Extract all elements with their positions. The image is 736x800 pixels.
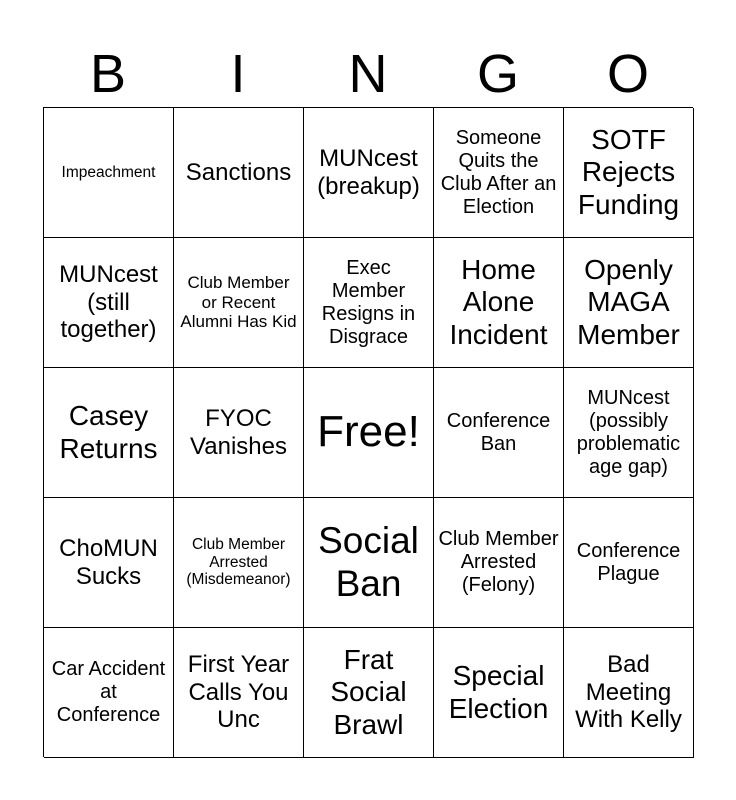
bingo-cell[interactable] [44,628,174,758]
bingo-cell-label: Home Alone Incident [449,254,548,350]
bingo-cell[interactable] [434,108,564,238]
bingo-cell-label: Conference Ban [446,409,551,455]
bingo-header [43,40,693,108]
bingo-cell-label: MUNcest (breakup) [317,144,420,200]
bingo-cell-label: Sanctions [185,158,292,186]
bingo-cell-label: MUNcest (possibly problematic age gap) [576,386,681,478]
bingo-cell[interactable] [564,108,694,238]
bingo-cell-label: Frat Social Brawl [330,644,407,740]
bingo-cell[interactable] [174,498,304,628]
bingo-cell-label: Bad Meeting With Kelly [575,651,682,734]
bingo-cell[interactable] [434,238,564,368]
header-letter-i: I [230,44,246,104]
bingo-cell-label: First Year Calls You Unc [187,651,290,734]
bingo-cell-label: MUNcest (still together) [59,261,158,344]
bingo-board [43,107,693,757]
bingo-cell-label: Casey Returns [59,400,158,464]
bingo-cell[interactable] [174,628,304,758]
bingo-cell[interactable] [434,628,564,758]
bingo-cell[interactable] [174,108,304,238]
bingo-free-cell[interactable] [304,368,434,498]
bingo-cell[interactable] [434,498,564,628]
bingo-cell[interactable] [44,108,174,238]
bingo-cell[interactable] [434,368,564,498]
bingo-cell[interactable] [304,628,434,758]
bingo-cell[interactable] [564,368,694,498]
bingo-cell[interactable] [304,498,434,628]
bingo-cell-label: Conference Plague [576,539,681,585]
bingo-cell-label: FYOC Vanishes [190,404,287,460]
bingo-cell[interactable] [304,108,434,238]
bingo-cell[interactable] [174,368,304,498]
bingo-cell[interactable] [304,238,434,368]
bingo-cell-label: Social Ban [318,519,419,604]
bingo-cell-label: SOTF Rejects Funding [577,124,680,220]
bingo-cell-label: Club Member Arrested (Misdemeanor) [186,535,291,589]
header-letter-n: N [348,44,388,104]
bingo-cell-label: Someone Quits the Club After an Election [440,126,557,218]
bingo-cell-label: ChoMUN Sucks [59,534,158,590]
bingo-cell[interactable] [44,498,174,628]
bingo-cell-label: Exec Member Resigns in Disgrace [321,256,416,348]
bingo-cell-label: Car Accident at Conference [51,658,166,726]
bingo-cell-label: Club Member Arrested (Felony) [438,528,559,596]
header-letter-o: O [606,44,649,104]
header-letter-g: G [476,44,519,104]
bingo-cell-label: Free! [317,407,420,457]
bingo-cell[interactable] [44,368,174,498]
bingo-cell[interactable] [44,238,174,368]
header-letter-b: B [89,44,127,104]
bingo-cell-label: Special Election [448,660,549,724]
bingo-cell-label: Openly MAGA Member [577,254,680,350]
bingo-cell-label: Club Member or Recent Alumni Has Kid [180,273,297,332]
bingo-cell[interactable] [564,628,694,758]
bingo-cell-label: Impeachment [61,163,156,181]
bingo-cell[interactable] [174,238,304,368]
bingo-cell[interactable] [564,238,694,368]
bingo-cell[interactable] [564,498,694,628]
